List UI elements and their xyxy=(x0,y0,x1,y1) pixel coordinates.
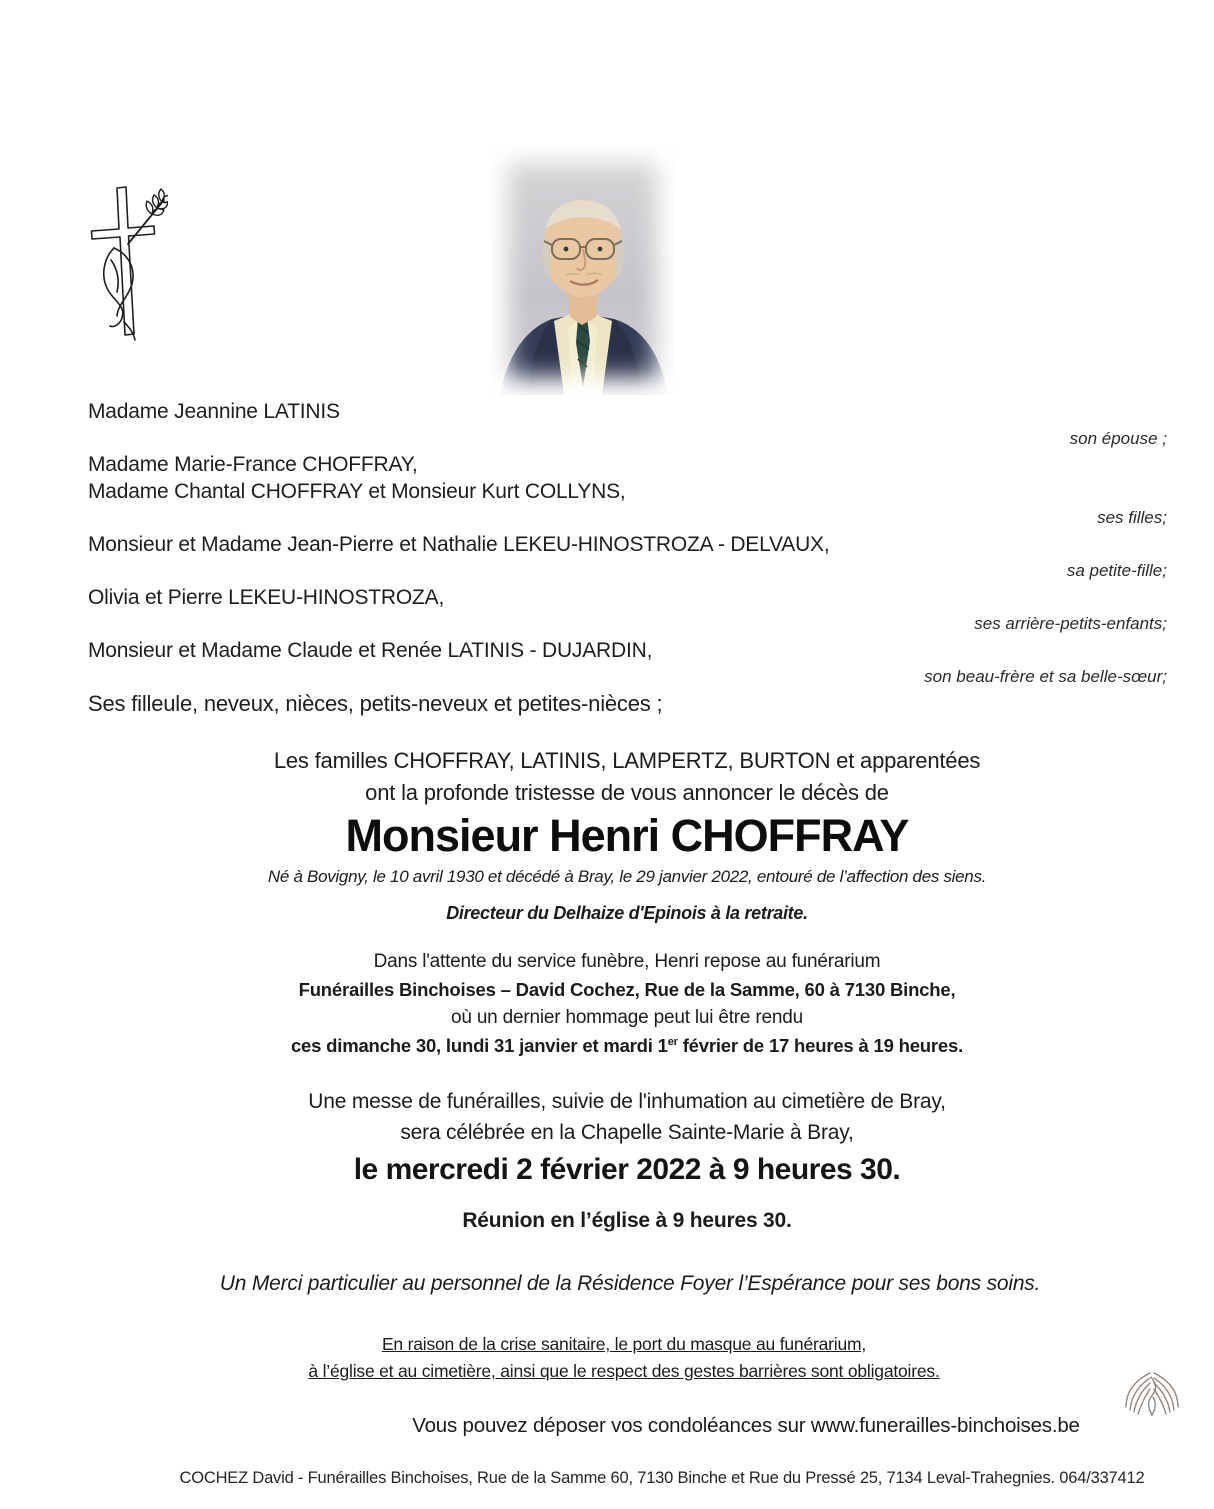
mourners-section xyxy=(88,399,1167,717)
dove-wings-icon xyxy=(1120,1365,1184,1429)
funeral-home-line: Funérailles Binchoises – David Cochez, Rue de la Samme, 60 à 7130 Binche, xyxy=(298,979,956,1000)
covid-notice-line: En raison de la crise sanitaire, le port du masque au funérarium, xyxy=(381,1334,867,1354)
condolences-line: Vous pouvez déposer vos condoléances sur www.funerailles-binchoises.be xyxy=(412,1414,1080,1437)
meeting-line: Réunion en l’église à 9 heures 30. xyxy=(462,1209,792,1232)
ordinal-superscript: er xyxy=(667,1035,678,1048)
families-line: Les familles CHOFFRAY, LATINIS, LAMPERTZ, BURTON et apparentées xyxy=(273,748,981,773)
homage-line: où un dernier hommage peut lui être rendu xyxy=(451,1007,803,1028)
mourner-name: Ses filleule, neveux, nièces, petits-neveux et petites-nièces ; xyxy=(88,690,663,716)
service-date-line: le mercredi 2 février 2022 à 9 heures 30. xyxy=(353,1153,901,1186)
mourner-name: Monsieur et Madame Jean-Pierre et Nathalie LEKEU-HINOSTROZA - DELVAUX, xyxy=(88,532,830,556)
covid-notice-section xyxy=(34,1331,1214,1385)
mourner-relation: son beau-frère et sa belle-sœur; xyxy=(924,667,1167,686)
mourner-relation: son épouse ; xyxy=(1069,428,1167,448)
cross-wheat-icon xyxy=(84,182,168,342)
birth-death-line: Né à Bovigny, le 10 avril 1930 et décédé à Bray, le 29 janvier 2022, entouré de l’affection des siens. xyxy=(267,867,987,886)
sorrow-line: ont la profonde tristesse de vous annoncer le décès de xyxy=(365,780,889,805)
mourner-name: Olivia et Pierre LEKEU-HINOSTROZA, xyxy=(88,585,445,609)
visiting-hours-line xyxy=(40,1032,1214,1060)
announcement-section xyxy=(40,745,1214,924)
mourner-relation: sa petite-fille; xyxy=(1066,561,1167,580)
mass-line: Une messe de funérailles, suivie de l'inhumation au cimetière de Bray, xyxy=(308,1090,946,1113)
funeral-home-footer: COCHEZ David - Funérailles Binchoises, Rue de la Samme 60, 7130 Binche et Rue du Pressé 25, 7134 Leval-Trahegnies. 064/337412 xyxy=(179,1469,1145,1487)
mourner-relation: ses arrière-petits-enfants; xyxy=(974,614,1167,633)
mourner-relation: ses filles; xyxy=(1097,508,1167,527)
profession-line: Directeur du Delhaize d'Epinois à la retraite. xyxy=(446,903,808,923)
covid-notice-line: à l’église et au cimetière, ainsi que le respect des gestes barrières sont obligatoires. xyxy=(308,1361,940,1381)
mourner-name: Madame Jeannine LATINIS xyxy=(88,400,340,423)
mourner-name: Madame Marie-France CHOFFRAY, xyxy=(88,453,418,476)
visiting-hours-prefix: ces dimanche 30, lundi 31 janvier et mardi 1 xyxy=(290,1035,668,1056)
portrait-photo xyxy=(490,145,675,395)
deceased-name: Monsieur Henri CHOFFRAY xyxy=(345,810,909,861)
mourner-name: Madame Chantal CHOFFRAY et Monsieur Kurt COLLYNS, xyxy=(88,479,626,503)
service-section xyxy=(40,1086,1214,1236)
thanks-line: Un Merci particulier au personnel de la Résidence Foyer l’Espérance pour ses bons soins. xyxy=(219,1272,1041,1295)
wake-intro-line: Dans l'attente du service funèbre, Henri repose au funérarium xyxy=(373,951,881,972)
wake-section xyxy=(40,948,1214,1060)
mourner-name: Monsieur et Madame Claude et Renée LATINIS - DUJARDIN, xyxy=(88,638,653,662)
chapel-line: sera célébrée en la Chapelle Sainte-Marie à Bray, xyxy=(400,1121,854,1144)
visiting-hours-suffix: février de 17 heures à 19 heures. xyxy=(677,1035,964,1056)
